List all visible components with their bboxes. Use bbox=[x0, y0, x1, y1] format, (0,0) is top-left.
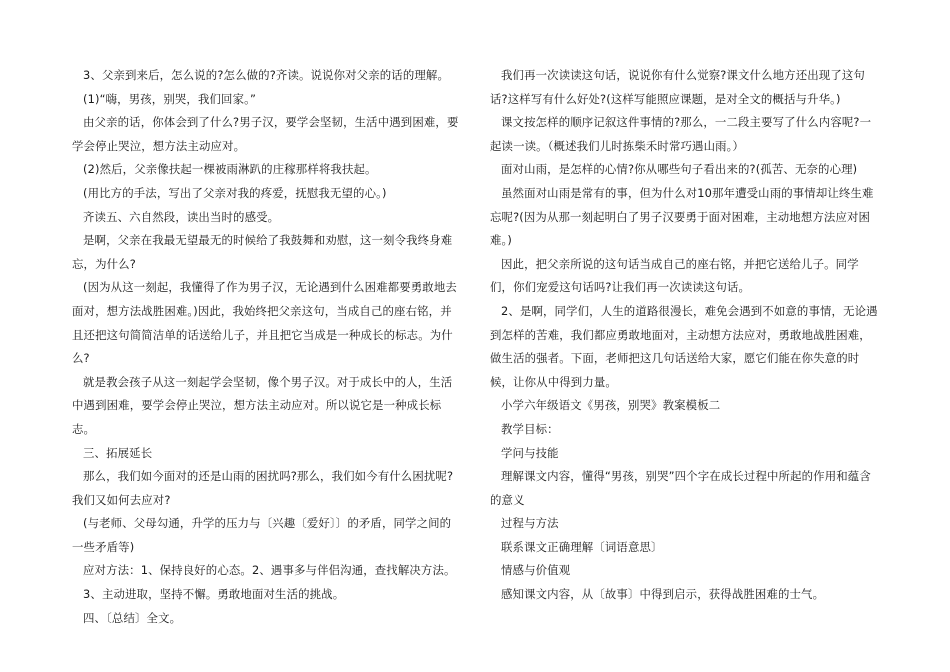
paragraph: 联系课文正确理解〔词语意思〕 bbox=[501, 539, 663, 554]
paragraph: (2)然后，父亲像扶起一棵被雨淋趴的庄稼那样将我扶起。 bbox=[83, 162, 377, 177]
paragraph: 那么，我们如今面对的还是山雨的困扰吗?那么，我们如今有什么困扰呢?我们又如何去应对? bbox=[72, 469, 454, 507]
subheading: 学问与技能 bbox=[501, 445, 559, 460]
paragraph: 因此，把父亲所说的这句话当成自己的座右铭，并把它送给儿子。同学们，你们宠爱这句话吗?让我们再一次读读这句话。 bbox=[490, 256, 859, 295]
left-column bbox=[72, 64, 460, 630]
paragraph: 2、是啊，同学们，人生的道路很漫长，难免会遇到不如意的事情，无论遇到怎样的苦难，我们都应勇敢地面对，主动想方法应对，勇敢地战胜困难，做生活的强者。下面，老师把这几句话送给大家，愿它们能在你失意的时候，让你从中得到力量。 bbox=[490, 303, 878, 389]
paragraph: 3、主动进取，坚持不懈。勇敢地面对生活的挑战。 bbox=[83, 587, 345, 602]
paragraph: 面对山雨，是怎样的心情?你从哪些句子看出来的?(孤苦、无奈的心理) bbox=[501, 162, 858, 177]
section-heading: 四、〔总结〕全文。 bbox=[83, 610, 182, 625]
paragraph: (因为从这一刻起，我懂得了作为男子汉，无论遇到什么困难都要勇敢地去面对，想方法战胜困难。)因此，我始终把父亲这句，当成自己的座右铭，并且还把这句简简洁单的话送给儿子，并且把它当成是一种成长的标志。为什么? bbox=[72, 280, 457, 366]
subheading: 过程与方法 bbox=[501, 516, 559, 531]
paragraph: 我们再一次读读这句话，说说你有什么觉察?课文什么地方还出现了这句话?这样写有什么好处?(这样写能照应课题，是对全文的概括与升华。) bbox=[490, 68, 865, 106]
paragraph: 齐读五、六自然段，读出当时的感受。 bbox=[83, 209, 280, 224]
paragraph: 由父亲的话，你体会到了什么?男子汉，要学会坚韧，生活中遇到困难，要学会停止哭泣，想方法主动应对。 bbox=[72, 115, 459, 153]
paragraph: (1)“嗨，男孩，别哭，我们回家。” bbox=[83, 91, 257, 106]
paragraph: 3、父亲到来后，怎么说的?怎么做的?齐读。说说你对父亲的话的理解。 bbox=[83, 68, 450, 82]
paragraph: (用比方的手法，写出了父亲对我的疼爱，抚慰我无望的心。) bbox=[83, 185, 387, 200]
subheading: 情感与价值观 bbox=[501, 563, 571, 578]
paragraph: 理解课文内容，懂得“男孩，别哭”四个字在成长过程中所起的作用和蕴含的意义 bbox=[490, 469, 871, 507]
right-column bbox=[490, 64, 878, 607]
paragraph: (与老师、父母勾通，升学的压力与〔兴趣〔爱好〕〕的矛盾，同学之间的一些矛盾等) bbox=[72, 516, 452, 554]
paragraph: 是啊，父亲在我最无望最无的时候给了我鼓舞和劝慰，这一刻令我终身难忘，为什么? bbox=[72, 233, 453, 271]
paragraph: 应对方法：1、保持良好的心态。2、遇事多与伴侣沟通，查找解决方法。 bbox=[83, 563, 456, 578]
paragraph: 就是教会孩子从这一刻起学会坚韧，像个男子汉。对于成长中的人，生活中遇到困难，要学会停止哭泣，想方法主动应对。所以说它是一种成长标志。 bbox=[72, 374, 453, 436]
section-heading: 三、拓展延长 bbox=[83, 445, 153, 460]
paragraph: 感知课文内容，从〔故事〕中得到启示，获得战胜困难的士气。 bbox=[501, 587, 825, 602]
section-heading: 教学目标： bbox=[501, 421, 559, 436]
document-title: 小学六年级语文《男孩，别哭》教案模板二 bbox=[501, 398, 721, 413]
paragraph: 虽然面对山雨是常有的事，但为什么对10那年遭受山雨的事情却让终生难忘呢?(因为从那一刻起明白了男子汉要勇于面对困难，主动地想方法应对困难。) bbox=[490, 185, 874, 248]
paragraph: 课文按怎样的顺序记叙这件事情的?那么，一二段主要写了什么内容呢?一起读一读。（概述我们儿时拣柴禾时常巧遇山雨。） bbox=[490, 115, 872, 153]
